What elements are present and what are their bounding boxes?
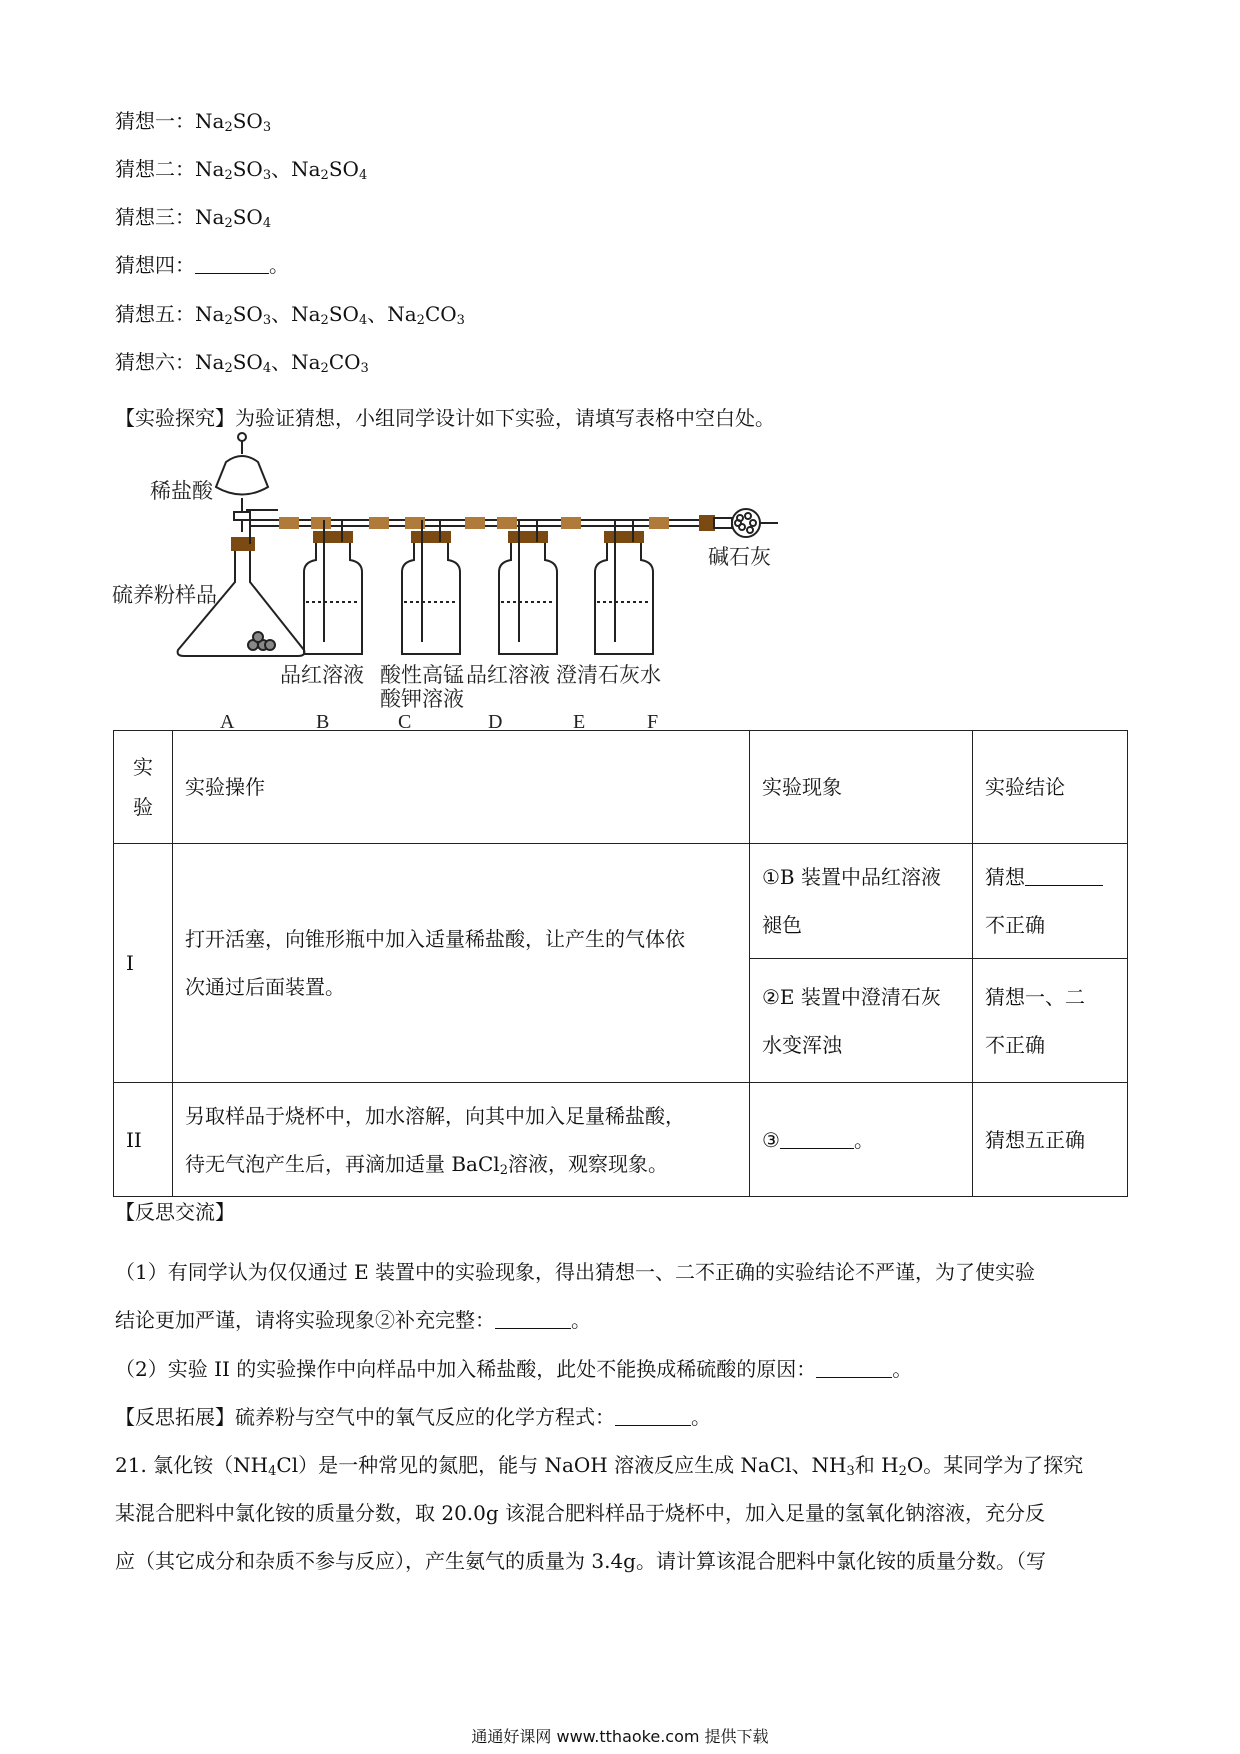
row1-operation: 打开活塞，向锥形瓶中加入适量稀盐酸，让产生的气体依 次通过后面装置。 xyxy=(173,844,750,1083)
header-conclusion: 实验结论 xyxy=(973,731,1128,844)
formula: $Na_2CO_3$ xyxy=(387,302,465,328)
experiment-table xyxy=(113,730,1128,1197)
formula: $Na_2SO_3$ xyxy=(195,109,272,135)
hypothesis-4: 猜想四： 。 xyxy=(115,253,289,277)
row1-conclusion-2: 猜想一、二 不正确 xyxy=(973,959,1128,1083)
formula: $Na_2SO_4$ xyxy=(195,205,272,231)
row2-id: II xyxy=(114,1083,173,1197)
reflection-heading: 【反思交流】 xyxy=(115,1200,235,1224)
label-dilute-hcl: 稀盐酸 xyxy=(150,479,213,503)
footer-text: 通通好课网 www.tthaoke.com 提供下载 xyxy=(471,1727,769,1746)
separatory-funnel xyxy=(216,433,268,532)
label-bottle-C-2: 酸钾溶液 xyxy=(380,687,464,711)
formula: $Na_2SO_4$ xyxy=(291,302,368,328)
hypothesis-2: 猜想二：$Na_2SO_3$、$Na_2SO_4$ xyxy=(115,157,368,183)
label-bottle-E: 澄清石灰水 xyxy=(556,663,661,687)
wash-bottle-C xyxy=(402,520,460,654)
hypothesis-6: 猜想六：$Na_2SO_4$、$Na_2CO_3$ xyxy=(115,350,369,376)
question-21: 21. 氯化铵$(NH_4Cl)$是一种常见的氮肥，能与 NaOH 溶液反应生成 NaCl、$NH_3$和 $H_2O$。某同学为了探究 某混合肥料中氯化铵的质量分数，取 20.0g 该混合肥料样品于烧杯中，加入足量的氢氧化钠溶液，充分反 应（其它成分和杂质不参与反应），产生氨气的质量为 3.4g。请计算该混合肥料中氯化铵的质量分数。（写 xyxy=(115,1453,1084,1573)
row2-conclusion: 猜想五正确 xyxy=(973,1083,1128,1197)
reflection-q2: （2）实验 II 的实验操作中向样品中加入稀盐酸，此处不能换成稀硫酸的原因： 。 xyxy=(115,1357,913,1381)
wash-bottle-E xyxy=(595,520,653,654)
answer-blank[interactable] xyxy=(615,1407,691,1426)
wash-bottle-D xyxy=(499,520,557,654)
answer-blank[interactable] xyxy=(780,1130,854,1149)
formula: $Na_2SO_3$ xyxy=(195,157,272,183)
label-bottle-B: 品红溶液 xyxy=(280,663,364,687)
row1-conclusion-1: 猜想 不正确 xyxy=(973,844,1128,959)
row2-operation: 另取样品于烧杯中，加水溶解，向其中加入足量稀盐酸， 待无气泡产生后，再滴加适量 BaCl$_2$溶液，观察现象。 xyxy=(173,1083,750,1197)
label-soda-lime: 碱石灰 xyxy=(708,545,771,569)
reflection-expand: 【反思拓展】硫养粉与空气中的氧气反应的化学方程式： 。 xyxy=(115,1405,711,1429)
hypothesis-3: 猜想三：$Na_2SO_4$ xyxy=(115,205,272,231)
hypothesis-5: 猜想五：$Na_2SO_3$、$Na_2SO_4$、$Na_2CO_3$ xyxy=(115,302,465,328)
answer-blank[interactable] xyxy=(195,255,269,274)
drying-tube xyxy=(700,509,778,537)
answer-blank[interactable] xyxy=(1025,867,1103,886)
apparatus-diagram xyxy=(110,432,810,732)
wash-bottle-B xyxy=(304,520,362,654)
reflection-q1: （1）有同学认为仅仅通过 E 装置中的实验现象，得出猜想一、二不正确的实验结论不严谨，为了使实验 结论更加严谨，请将实验现象②补充完整： 。 xyxy=(115,1260,1036,1332)
hypothesis-1: 猜想一：$Na_2SO_3$ xyxy=(115,109,272,135)
label-bottle-C-1: 酸性高锰 xyxy=(380,663,464,687)
row1-phenomenon-2: ②E 装置中澄清石灰 水变浑浊 xyxy=(750,959,973,1083)
row2-phenomenon: ③ 。 xyxy=(750,1083,973,1197)
answer-blank[interactable] xyxy=(816,1359,892,1378)
row1-id: I xyxy=(114,844,173,1083)
header-exp: 实 验 xyxy=(114,731,173,844)
letter-A: A xyxy=(220,711,235,732)
letter-B: B xyxy=(316,711,330,732)
letter-F: F xyxy=(647,711,659,732)
formula: $Na_2SO_3$ xyxy=(195,302,272,328)
header-phenomenon: 实验现象 xyxy=(750,731,973,844)
label-bottle-D: 品红溶液 xyxy=(466,663,550,687)
label-sample: 硫养粉样品 xyxy=(112,583,217,607)
letter-D: D xyxy=(488,711,503,732)
formula: $Na_2SO_4$ xyxy=(195,350,272,376)
formula: $Na_2SO_4$ xyxy=(291,157,368,183)
answer-blank[interactable] xyxy=(495,1310,571,1329)
letter-C: C xyxy=(398,711,412,732)
formula: $Na_2CO_3$ xyxy=(291,350,369,376)
letter-E: E xyxy=(573,711,586,732)
experiment-intro: 【实验探究】为验证猜想，小组同学设计如下实验，请填写表格中空白处。 xyxy=(115,406,775,430)
row1-phenomenon-1: ①B 装置中品红溶液 褪色 xyxy=(750,844,973,959)
header-operation: 实验操作 xyxy=(173,731,750,844)
